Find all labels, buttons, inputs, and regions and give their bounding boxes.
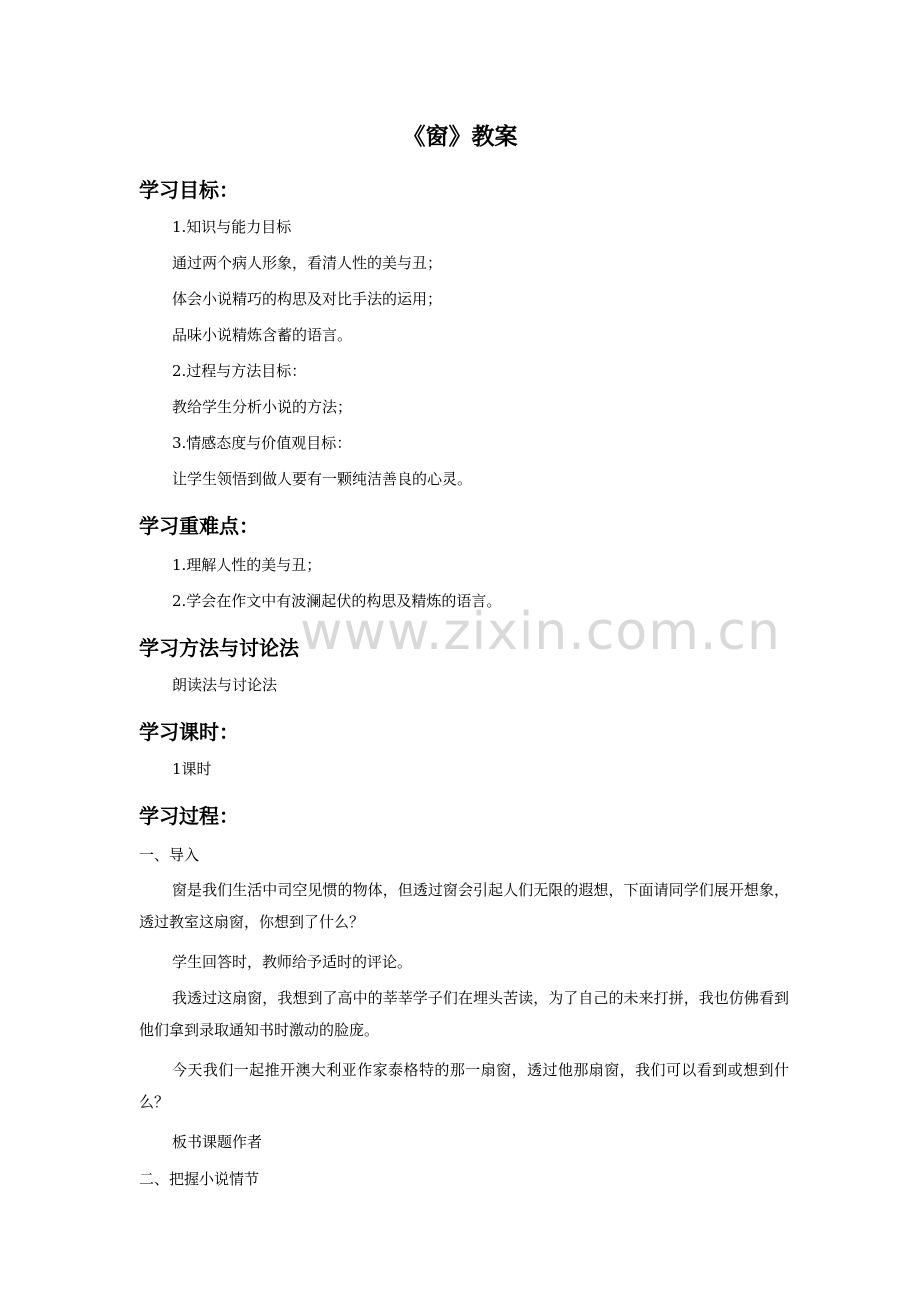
document-title: 《窗》教案: [402, 124, 518, 150]
process-paragraph: 今天我们一起推开澳大利亚作家泰格特的那一扇窗，透过他那扇窗，我们可以看到或想到什么？: [139, 1061, 789, 1111]
heading-hours: 学习课时：: [139, 720, 239, 744]
process-paragraph: 板书课题作者: [172, 1133, 263, 1151]
goal-item: 1.知识与能力目标: [172, 218, 292, 236]
keypoint-item: 2.学会在作文中有波澜起伏的构思及精炼的语言。: [172, 592, 502, 610]
process-paragraph: 我透过这扇窗，我想到了高中的莘莘学子们在埋头苦读，为了自己的未来打拼，我也仿佛看到他们拿到录取通知书时激动的脸庞。: [139, 989, 789, 1039]
heading-goals: 学习目标：: [139, 178, 239, 202]
goal-item: 通过两个病人形象，看清人性的美与丑；: [172, 254, 443, 272]
goal-item: 2.过程与方法目标：: [172, 362, 307, 380]
keypoint-item: 1.理解人性的美与丑；: [172, 556, 322, 574]
hours-item: 1课时: [172, 760, 212, 778]
watermark: www.zixin.com.cn: [300, 602, 781, 662]
goal-item: 教给学生分析小说的方法；: [172, 398, 353, 416]
method-item: 朗读法与讨论法: [172, 676, 278, 694]
process-part-1: 一、导入: [139, 846, 200, 864]
goal-item: 体会小说精巧的构思及对比手法的运用；: [172, 290, 443, 308]
goal-item: 3.情感态度与价值观目标：: [172, 434, 352, 452]
heading-keypoints: 学习重难点：: [139, 514, 259, 538]
heading-methods: 学习方法与讨论法: [139, 636, 299, 660]
goal-item: 让学生领悟到做人要有一颗纯洁善良的心灵。: [172, 470, 473, 488]
heading-process: 学习过程：: [139, 804, 239, 828]
process-part-2: 二、把握小说情节: [139, 1170, 260, 1188]
process-paragraph: 学生回答时，教师给予适时的评论。: [172, 953, 413, 971]
process-paragraph: 窗是我们生活中司空见惯的物体，但透过窗会引起人们无限的遐想，下面请同学们展开想象，透过教室这扇窗，你想到了什么？: [139, 881, 789, 931]
goal-item: 品味小说精炼含蓄的语言。: [172, 326, 353, 344]
